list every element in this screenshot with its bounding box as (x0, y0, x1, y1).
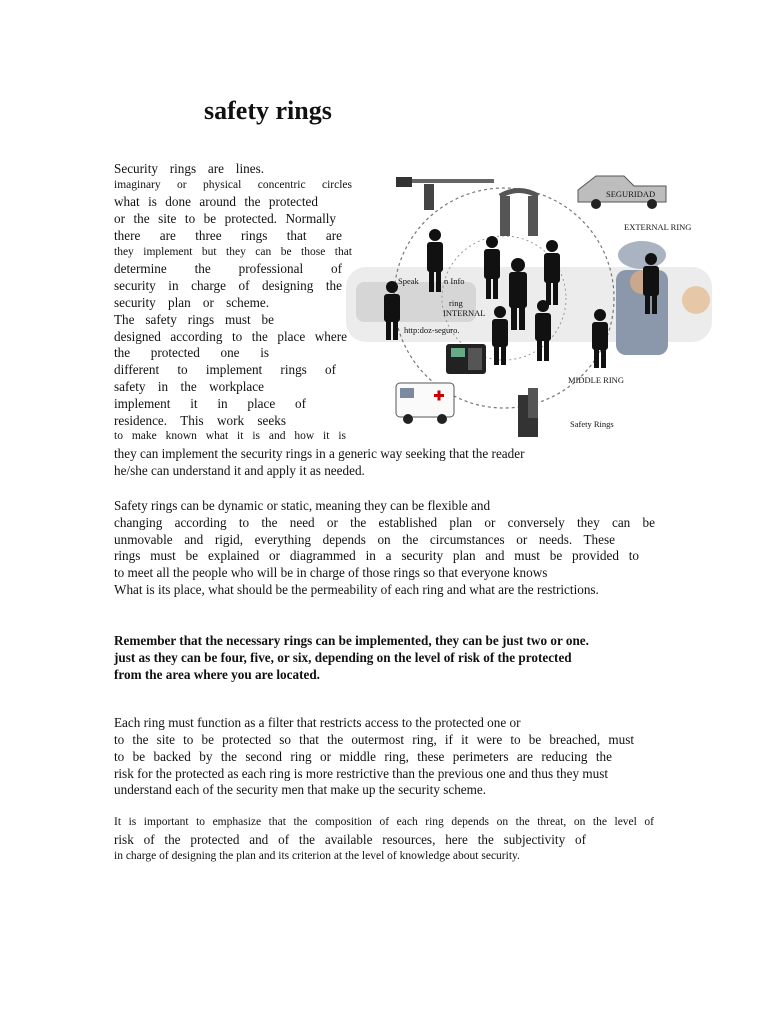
paragraph2-line: to meet all the people who will be in charge of those rings so that everyone knows (114, 565, 548, 580)
paragraph2-line: rings must be explained or diagrammed in a security plan and must be provided to (114, 548, 639, 563)
safety-rings-label: Safety Rings (570, 419, 614, 429)
paragraph4-line: risk for the protected as each ring is more restrictive than the previous one and thus they must (114, 766, 609, 781)
barrier-gate-icon (396, 177, 494, 210)
url-label: http:doz-seguro. (404, 325, 460, 335)
paragraph4-line: to the site to be protected so that the outermost ring, if it were to be breached, must (114, 732, 634, 747)
intro-line: they can implement the security rings in a generic way seeking that the reader (114, 446, 525, 461)
paragraph2-line: What is its place, what should be the permeability of each ring and what are the restrictions. (114, 582, 599, 597)
turnstile-icon (500, 191, 538, 237)
middle-ring-label: MIDDLE RING (568, 375, 624, 385)
paragraph3-line: Remember that the necessary rings can be implemented, they can be just two or one. (114, 633, 589, 648)
security-truck-icon (578, 176, 666, 209)
external-ring-label: EXTERNAL RING (624, 222, 692, 232)
paragraph2-line: changing according to the need or the established plan or conversely they can be (114, 515, 655, 530)
intro-line: there are three rings that are (114, 228, 342, 243)
paragraph4-line: Each ring must function as a filter that restricts access to the protected one or (114, 715, 521, 730)
intro-line: designed according to the place where (114, 329, 347, 344)
paragraph3-line: from the area where you are located. (114, 667, 320, 682)
ring-label: ring (449, 298, 463, 308)
svg-text:SEGURIDAD: SEGURIDAD (606, 189, 656, 199)
intro-line: safety in the workplace (114, 379, 264, 394)
intro-line: the protected one is (114, 345, 269, 360)
speak-label: Speak (398, 276, 419, 286)
intro-line: or the site to be protected. Normally (114, 211, 336, 226)
paragraph3-line: just as they can be four, five, or six, depending on the level of risk of the protected (114, 650, 572, 665)
intro-line: what is done around the protected (114, 194, 318, 209)
intro-line: to make known what it is and how it is (114, 430, 346, 442)
intro-line: they implement but they can be those that (114, 246, 352, 258)
intro-line: The safety rings must be (114, 312, 274, 327)
intro-line: security in charge of designing the (114, 278, 342, 293)
paragraph2-line: Safety rings can be dynamic or static, meaning they can be flexible and (114, 498, 491, 513)
paragraph4-line: understand each of the security men that make up the security scheme. (114, 782, 487, 797)
paragraph5-line: in charge of designing the plan and its criterion at the level of knowledge about security. (114, 850, 520, 862)
bollard-icon (518, 388, 538, 437)
paragraph2-line: unmovable and rigid, everything depends on the circumstances or needs. These (114, 532, 615, 547)
page-title: safety rings (204, 96, 332, 125)
intro-line: residence. This work seeks (114, 413, 286, 428)
intro-line: Security rings are lines. (114, 161, 264, 176)
info-label: n Info (444, 276, 465, 286)
paragraph5-line: It is important to emphasize that the composition of each ring depends on the threat, on the level of (114, 816, 654, 828)
ambulance-icon (396, 383, 454, 424)
safety-rings-illustration (344, 170, 722, 445)
internal-label: INTERNAL (443, 308, 486, 318)
paragraph5-line: risk of the protected and of the available resources, here the subjectivity of (114, 832, 586, 847)
access-terminal-icon (446, 344, 486, 374)
safety-rings-diagram (344, 170, 722, 445)
intro-line: determine the professional of (114, 261, 342, 276)
intro-line: imaginary or physical concentric circles (114, 179, 352, 191)
intro-line: implement it in place of (114, 396, 306, 411)
intro-line: security plan or scheme. (114, 295, 269, 310)
intro-line: he/she can understand it and apply it as needed. (114, 463, 365, 478)
intro-line: different to implement rings of (114, 362, 336, 377)
paragraph4-line: to be backed by the second ring or middle ring, these perimeters are reducing the (114, 749, 612, 764)
